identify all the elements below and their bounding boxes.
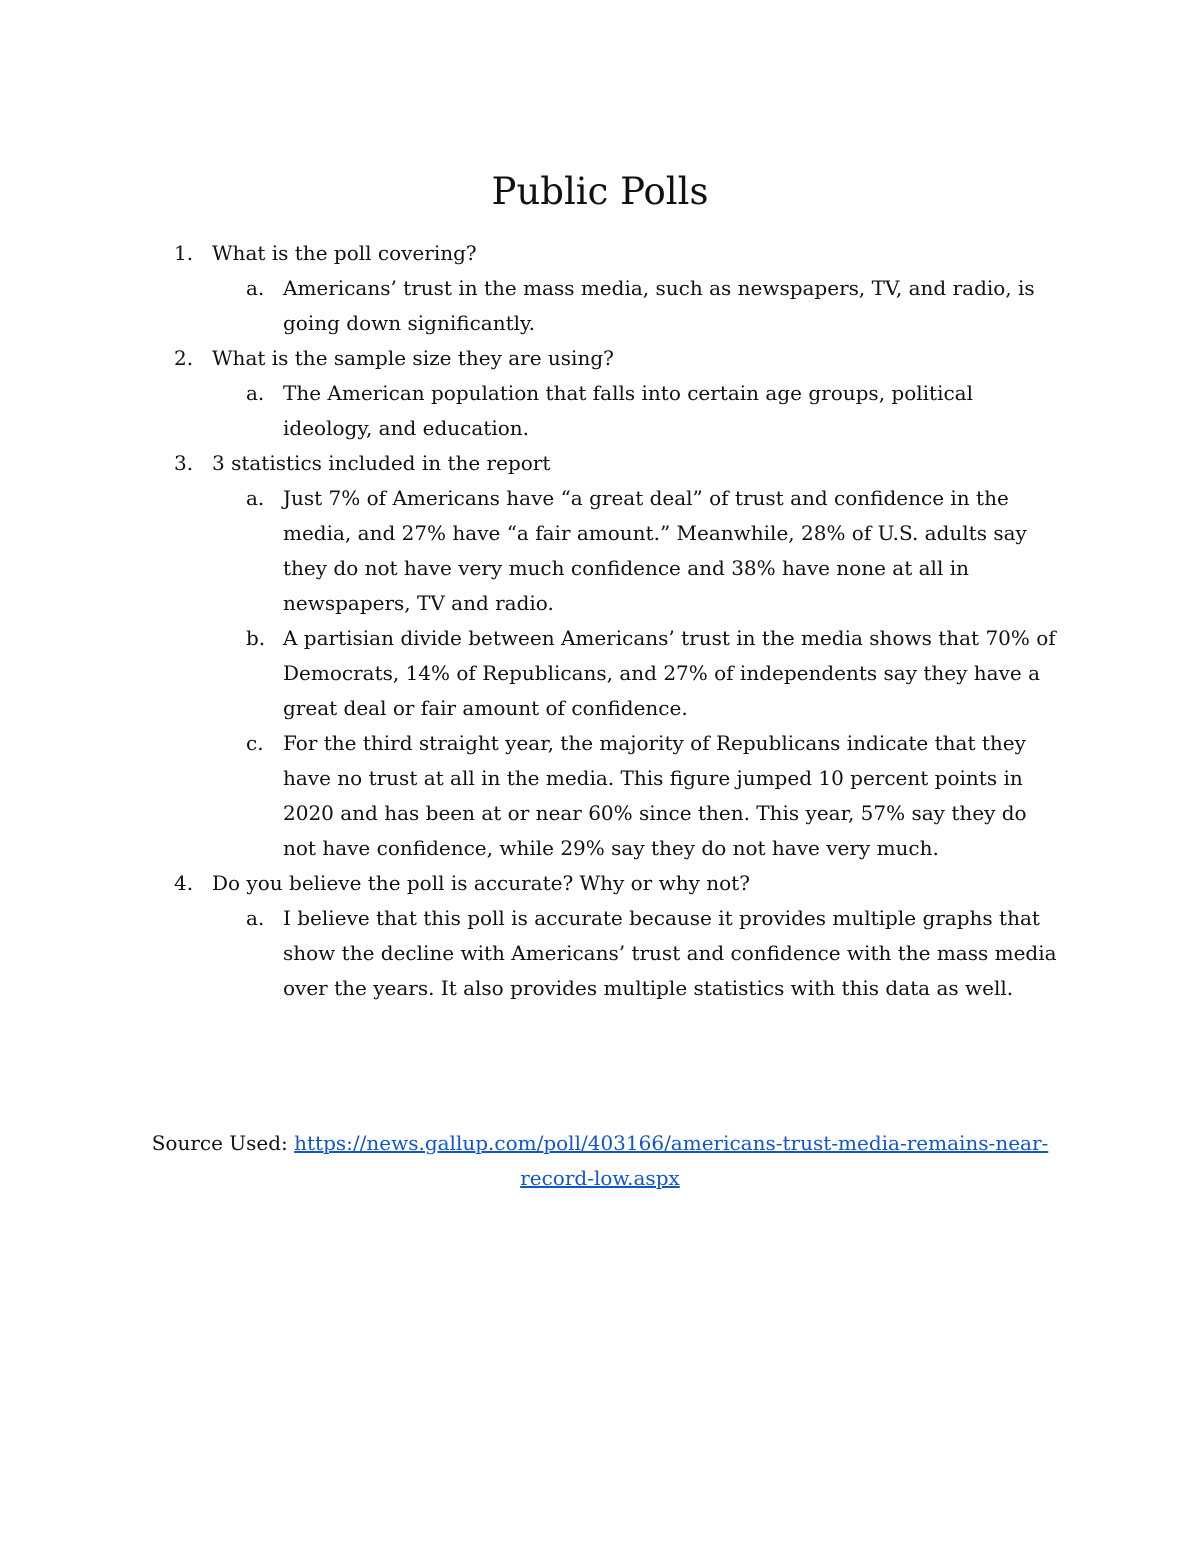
- source-label: Source Used:: [151, 1131, 288, 1155]
- answer-text: Just 7% of Americans have “a great deal” of trust and confidence in the media, and 27% have “a fair amount.” Meanwhile, 28% of U.S. adults say they do not have very much confidence and 38% have none at all in newspapers, TV and radio.: [283, 486, 1027, 615]
- answer-letter: a.: [246, 906, 265, 930]
- question-item: [0, 341, 1200, 446]
- source-citation: [140, 1126, 1060, 1196]
- question-number: 4.: [174, 871, 194, 895]
- answer-letter: b.: [246, 626, 266, 650]
- answer-list: [212, 376, 1200, 446]
- question-item: [0, 866, 1200, 1006]
- answer-item: [246, 901, 1063, 1006]
- question-item: [0, 236, 1200, 341]
- question-number: 3.: [174, 451, 194, 475]
- question-number: 1.: [174, 241, 194, 265]
- question-number: 2.: [174, 346, 194, 370]
- answer-item: [246, 481, 1063, 621]
- question-list: [0, 236, 1200, 1006]
- answer-text: Americans’ trust in the mass media, such as newspapers, TV, and radio, is going down significantly.: [283, 276, 1035, 335]
- answer-letter: a.: [246, 276, 265, 300]
- answer-letter: a.: [246, 381, 265, 405]
- question-text: What is the sample size they are using?: [212, 346, 614, 370]
- question-item: [0, 446, 1200, 866]
- source-link[interactable]: https://news.gallup.com/poll/403166/americans-trust-media-remains-near-record-low.aspx: [294, 1131, 1049, 1190]
- question-text: Do you believe the poll is accurate? Why or why not?: [212, 871, 750, 895]
- answer-list: [212, 901, 1200, 1006]
- answer-text: A partisian divide between Americans’ trust in the media shows that 70% of Democrats, 14% of Republicans, and 27% of independents say they have a great deal or fair amount of confidence.: [283, 626, 1056, 720]
- answer-item: [246, 271, 1063, 341]
- answer-text: The American population that falls into certain age groups, political ideology, and education.: [283, 381, 973, 440]
- answer-text: For the third straight year, the majority of Republicans indicate that they have no trust at all in the media. This figure jumped 10 percent points in 2020 and has been at or near 60% since then. This year, 57% say they do not have confidence, while 29% say they do not have very much.: [283, 731, 1027, 860]
- question-text: 3 statistics included in the report: [212, 451, 551, 475]
- answer-item: [246, 726, 1063, 866]
- page-title: Public Polls: [491, 169, 709, 213]
- question-text: What is the poll covering?: [212, 241, 477, 265]
- answer-item: [246, 376, 1063, 446]
- answer-list: [212, 481, 1200, 866]
- answer-item: [246, 621, 1063, 726]
- answer-letter: a.: [246, 486, 265, 510]
- answer-letter: c.: [246, 731, 264, 755]
- answer-text: I believe that this poll is accurate because it provides multiple graphs that show the decline with Americans’ trust and confidence with the mass media over the years. It also provides multiple statistics with this data as well.: [283, 906, 1057, 1000]
- answer-list: [212, 271, 1200, 341]
